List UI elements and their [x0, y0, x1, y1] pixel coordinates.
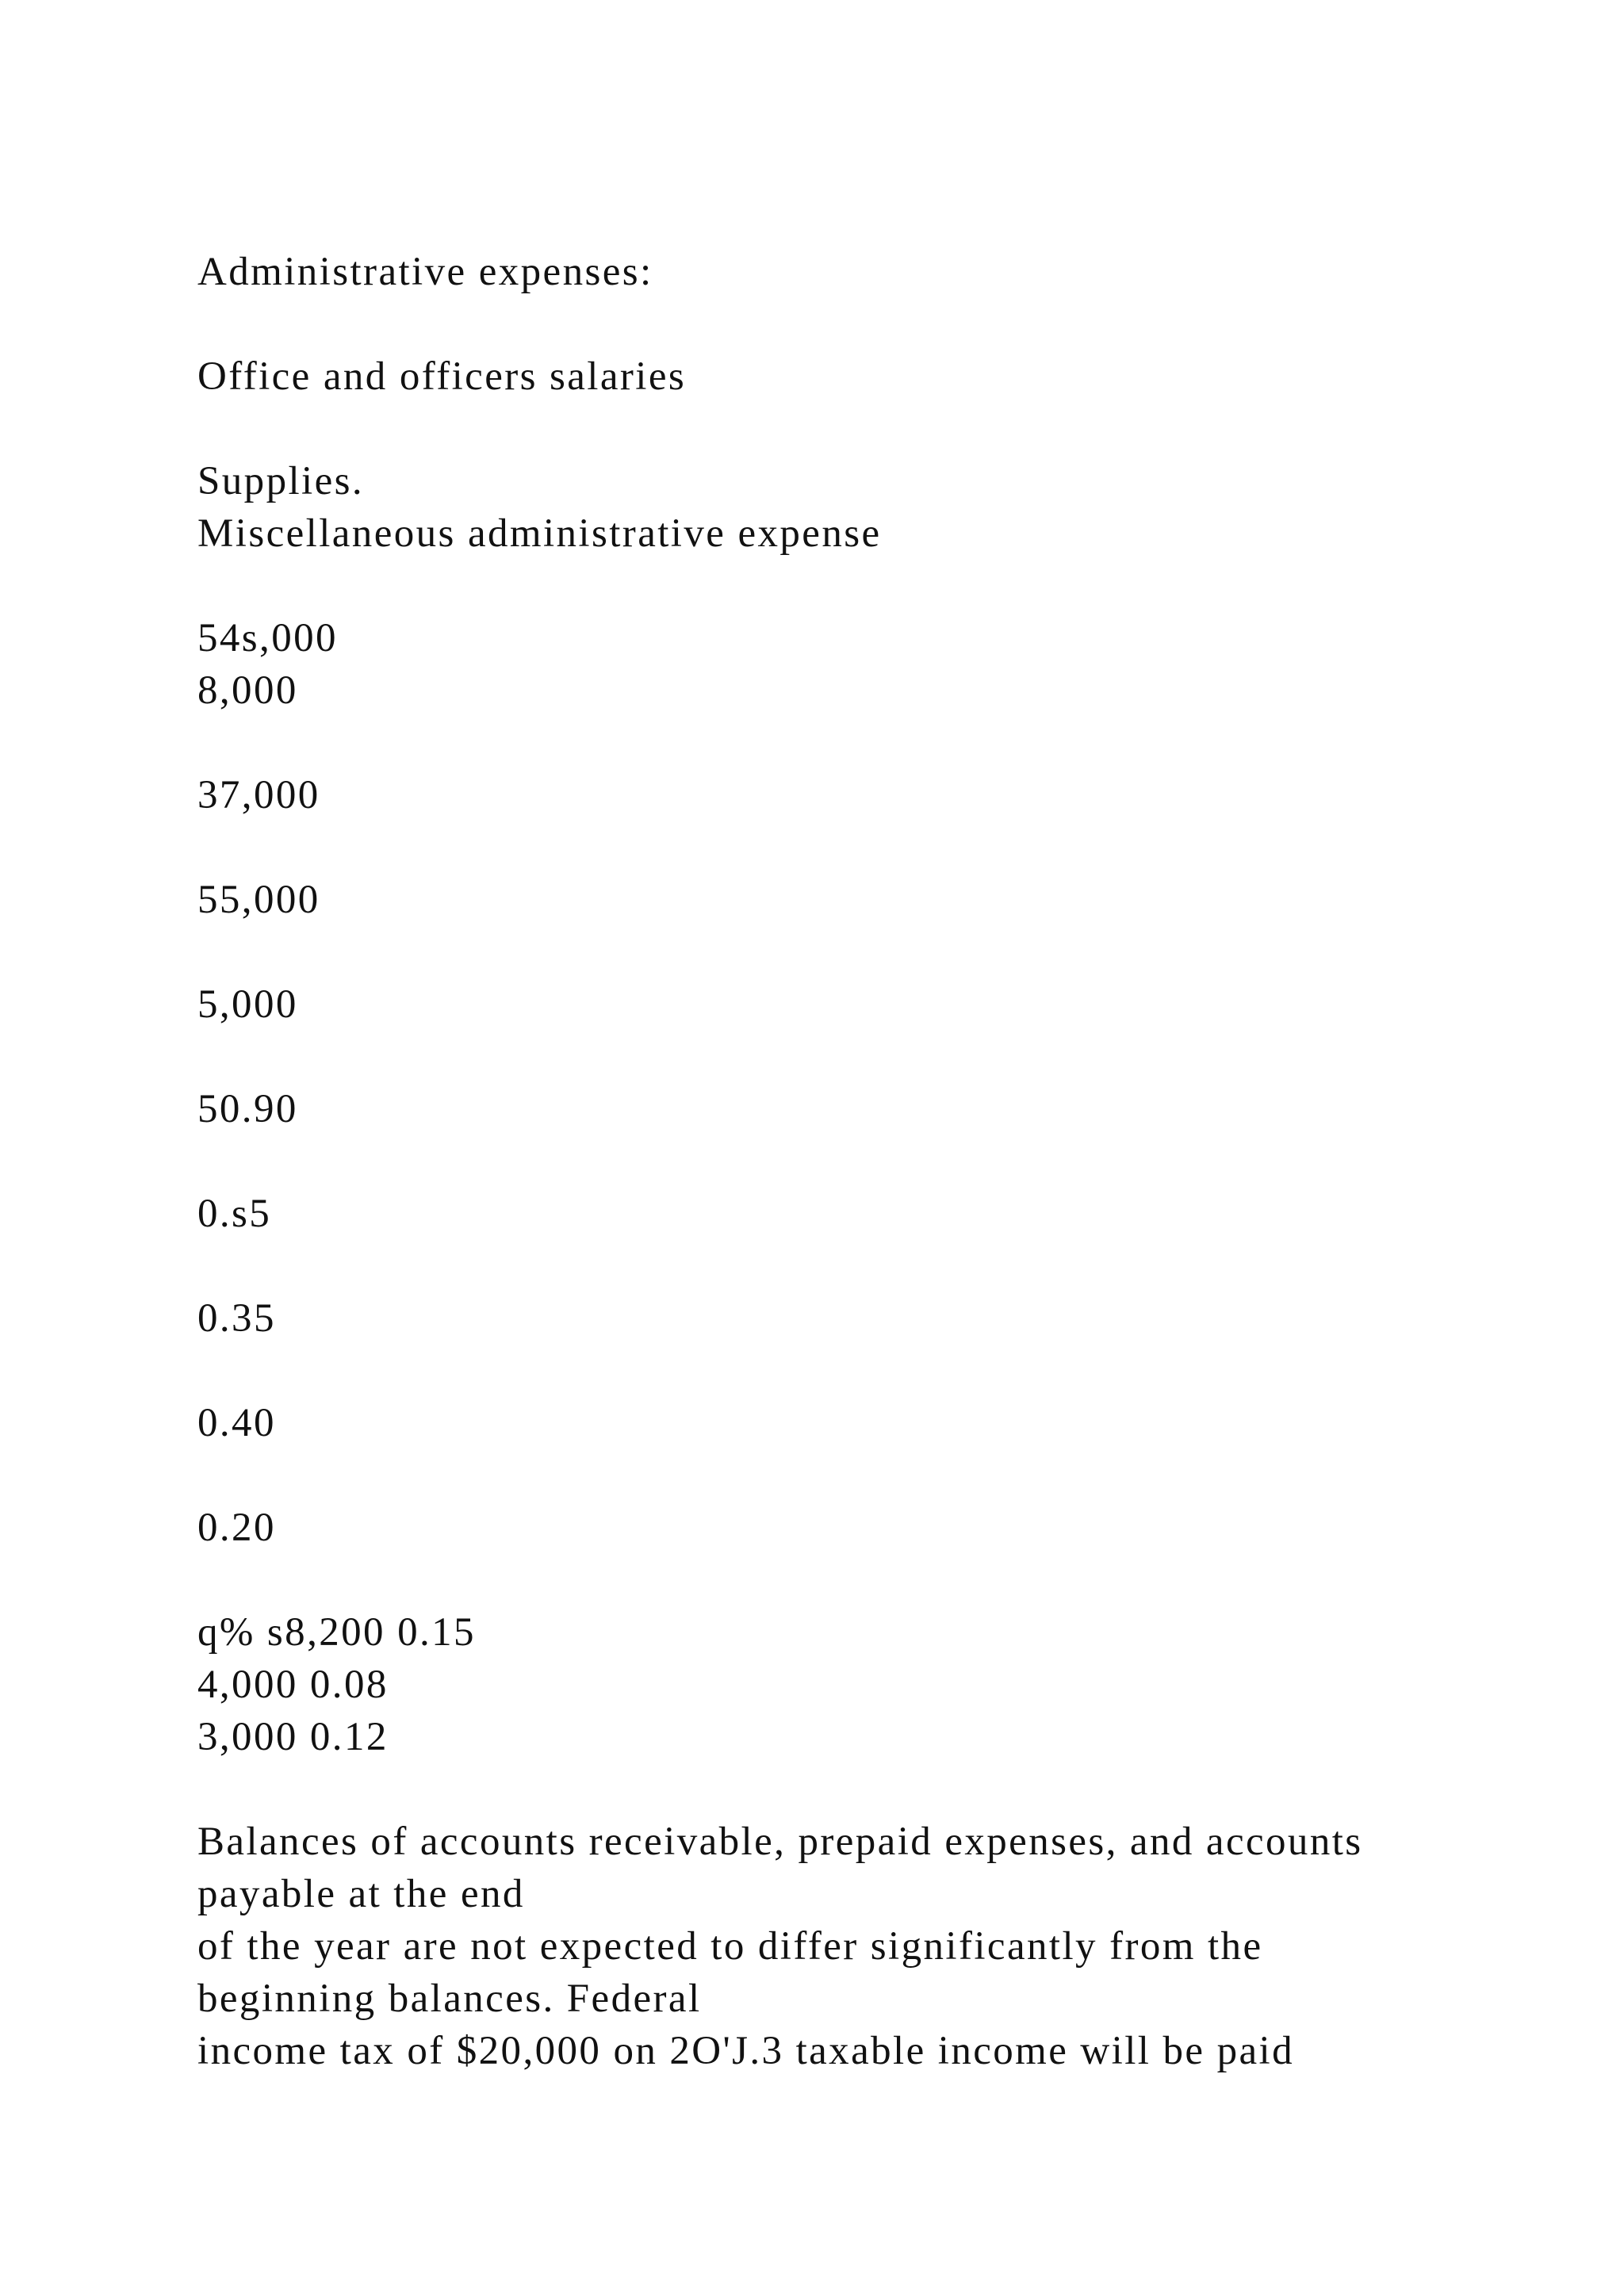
figure-value: 50.90 [197, 1087, 298, 1131]
figure-value: 0.20 [197, 1506, 276, 1550]
figure-value: 5,000 [197, 982, 298, 1027]
figure-value: 8,000 [197, 668, 298, 713]
figure-value: 0.40 [197, 1401, 276, 1445]
expense-item: Office and officers salaries [197, 354, 687, 399]
figure-value: 3,000 0.12 [197, 1715, 389, 1759]
paragraph-line: payable at the end [197, 1872, 525, 1916]
figure-value: 0.s5 [197, 1192, 272, 1236]
figure-value: 0.35 [197, 1296, 276, 1341]
figure-value: 54s,000 [197, 616, 338, 660]
figure-value: 55,000 [197, 878, 320, 922]
figure-value: 4,000 0.08 [197, 1663, 389, 1707]
expense-item: Miscellaneous administrative expense [197, 511, 882, 556]
figure-value: q% s8,200 0.15 [197, 1610, 476, 1655]
paragraph-line: Balances of accounts receivable, prepaid expenses, and accounts [197, 1820, 1363, 1864]
paragraph-line: beginning balances. Federal [197, 1976, 702, 2021]
paragraph-line: income tax of $20,000 on 2O'J.3 taxable income will be paid [197, 2029, 1295, 2073]
figure-value: 37,000 [197, 773, 320, 817]
section-heading: Administrative expenses: [197, 250, 653, 294]
expense-item: Supplies. [197, 459, 365, 503]
paragraph-line: of the year are not expected to differ significantly from the [197, 1924, 1263, 1969]
